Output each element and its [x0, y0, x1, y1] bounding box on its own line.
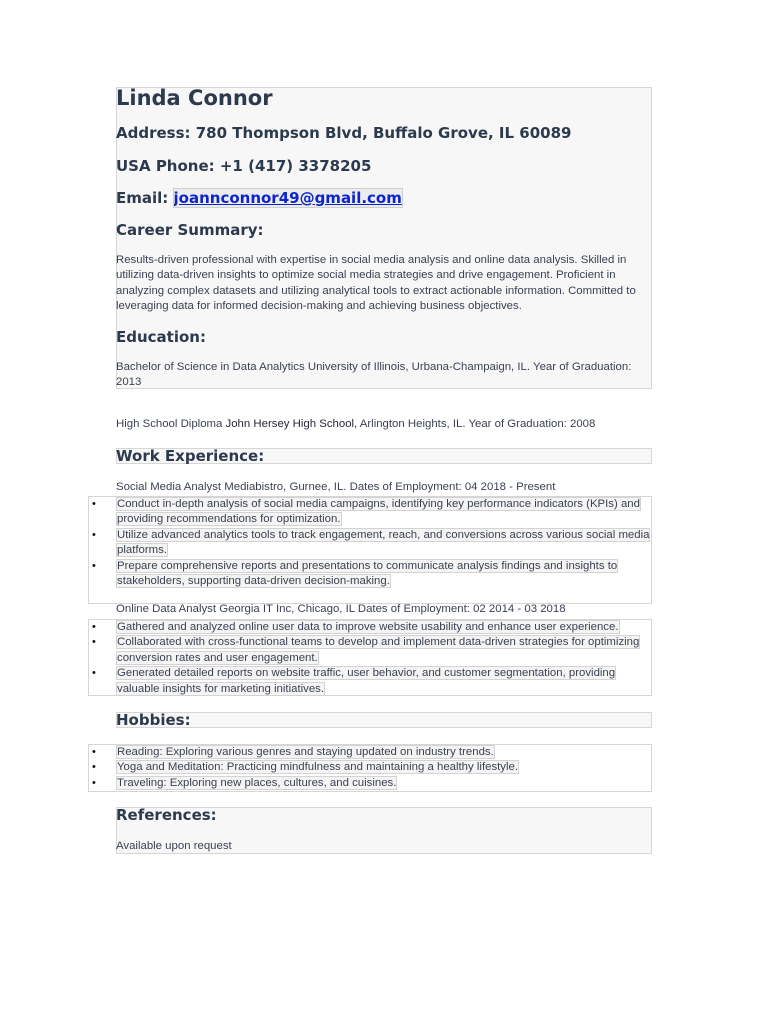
job-title: Online Data Analyst Georgia IT Inc, Chicago, IL Dates of Employment: 02 2014 - 03 2018 [116, 603, 566, 615]
career-summary-text: Results-driven professional with expertise in social media analysis and online data analysis. Skilled in utilizing data-driven insights to optimize social media strategies and drive engagement. Proficient in analyzing complex datasets and utilizing analytical tools to extract actionable information. Committed to leveraging data for informed decision-making and achieving business objectives. [116, 254, 636, 312]
job-1-list [89, 497, 651, 589]
address-line: Address: 780 Thompson Blvd, Buffalo Grove, IL 60089 [116, 124, 572, 142]
email-link[interactable]: joannconnor49@gmail.com [173, 189, 402, 207]
highschool-name: John Hersey High School, [225, 418, 358, 430]
email-line [116, 189, 402, 207]
job-2-list [89, 620, 651, 697]
list-item: • Yoga and Meditation: Practicing mindfulness and maintaining a healthy lifestyle. [89, 760, 651, 775]
bullet-icon: • [92, 667, 96, 680]
email-label: Email: [116, 189, 174, 207]
bullet-icon: • [92, 528, 96, 541]
bullet-icon: • [92, 761, 96, 774]
bullet-icon: • [92, 498, 96, 510]
bullet-icon: • [92, 776, 96, 789]
job-2-bullets [88, 619, 652, 696]
highschool-suffix: Arlington Heights, IL. Year of Graduation: 2008 [357, 418, 596, 430]
candidate-name: Linda Connor [116, 86, 273, 110]
list-item: • Conduct in-depth analysis of social media campaigns, identifying key performance indicators (KPIs) and providing recommendations for optimization. [92, 498, 640, 526]
list-item: • Gathered and analyzed online user data to improve website usability and enhance user experience. [89, 620, 651, 635]
career-summary-heading: Career Summary: [116, 221, 264, 239]
hobbies-bar [116, 712, 652, 728]
education-degree: Bachelor of Science in Data Analytics University of Illinois, Urbana-Champaign, IL. Year of Graduation: 2013 [116, 361, 632, 389]
highschool-prefix: High School Diploma [116, 418, 226, 430]
references-text: Available upon request [116, 840, 232, 852]
hobbies-heading: Hobbies: [116, 711, 191, 729]
hobbies-list-box [88, 744, 652, 792]
list-item: • Collaborated with cross-functional teams to develop and implement data-driven strategies for optimizing conversion rates and user engagement. [92, 636, 640, 664]
education-highschool [116, 418, 595, 430]
job-1-bullets [88, 496, 652, 604]
job-title: Social Media Analyst Mediabistro, Gurnee, IL. Dates of Employment: 04 2018 - Present [116, 481, 556, 493]
list-item: • Generated detailed reports on website traffic, user behavior, and customer segmentation, providing valuable insights for marketing initiatives. [92, 667, 616, 695]
references-heading: References: [116, 806, 217, 824]
list-item: • Traveling: Exploring new places, cultures, and cuisines. [89, 776, 651, 791]
hobbies-list [89, 745, 651, 791]
bullet-icon: • [92, 559, 96, 572]
bullet-icon: • [92, 621, 96, 633]
bullet-icon: • [92, 746, 96, 758]
education-heading: Education: [116, 328, 206, 346]
list-item: • Reading: Exploring various genres and staying updated on industry trends. [89, 745, 651, 760]
list-item: • Prepare comprehensive reports and presentations to communicate analysis findings and insights to stakeholders, supporting data-driven decision-making. [92, 559, 618, 588]
list-item: • Utilize advanced analytics tools to track engagement, reach, and conversions across various social media platforms. [92, 528, 650, 557]
bullet-icon: • [92, 636, 96, 649]
phone-line: USA Phone: +1 (417) 3378205 [116, 157, 372, 175]
work-experience-heading: Work Experience: [116, 447, 265, 465]
